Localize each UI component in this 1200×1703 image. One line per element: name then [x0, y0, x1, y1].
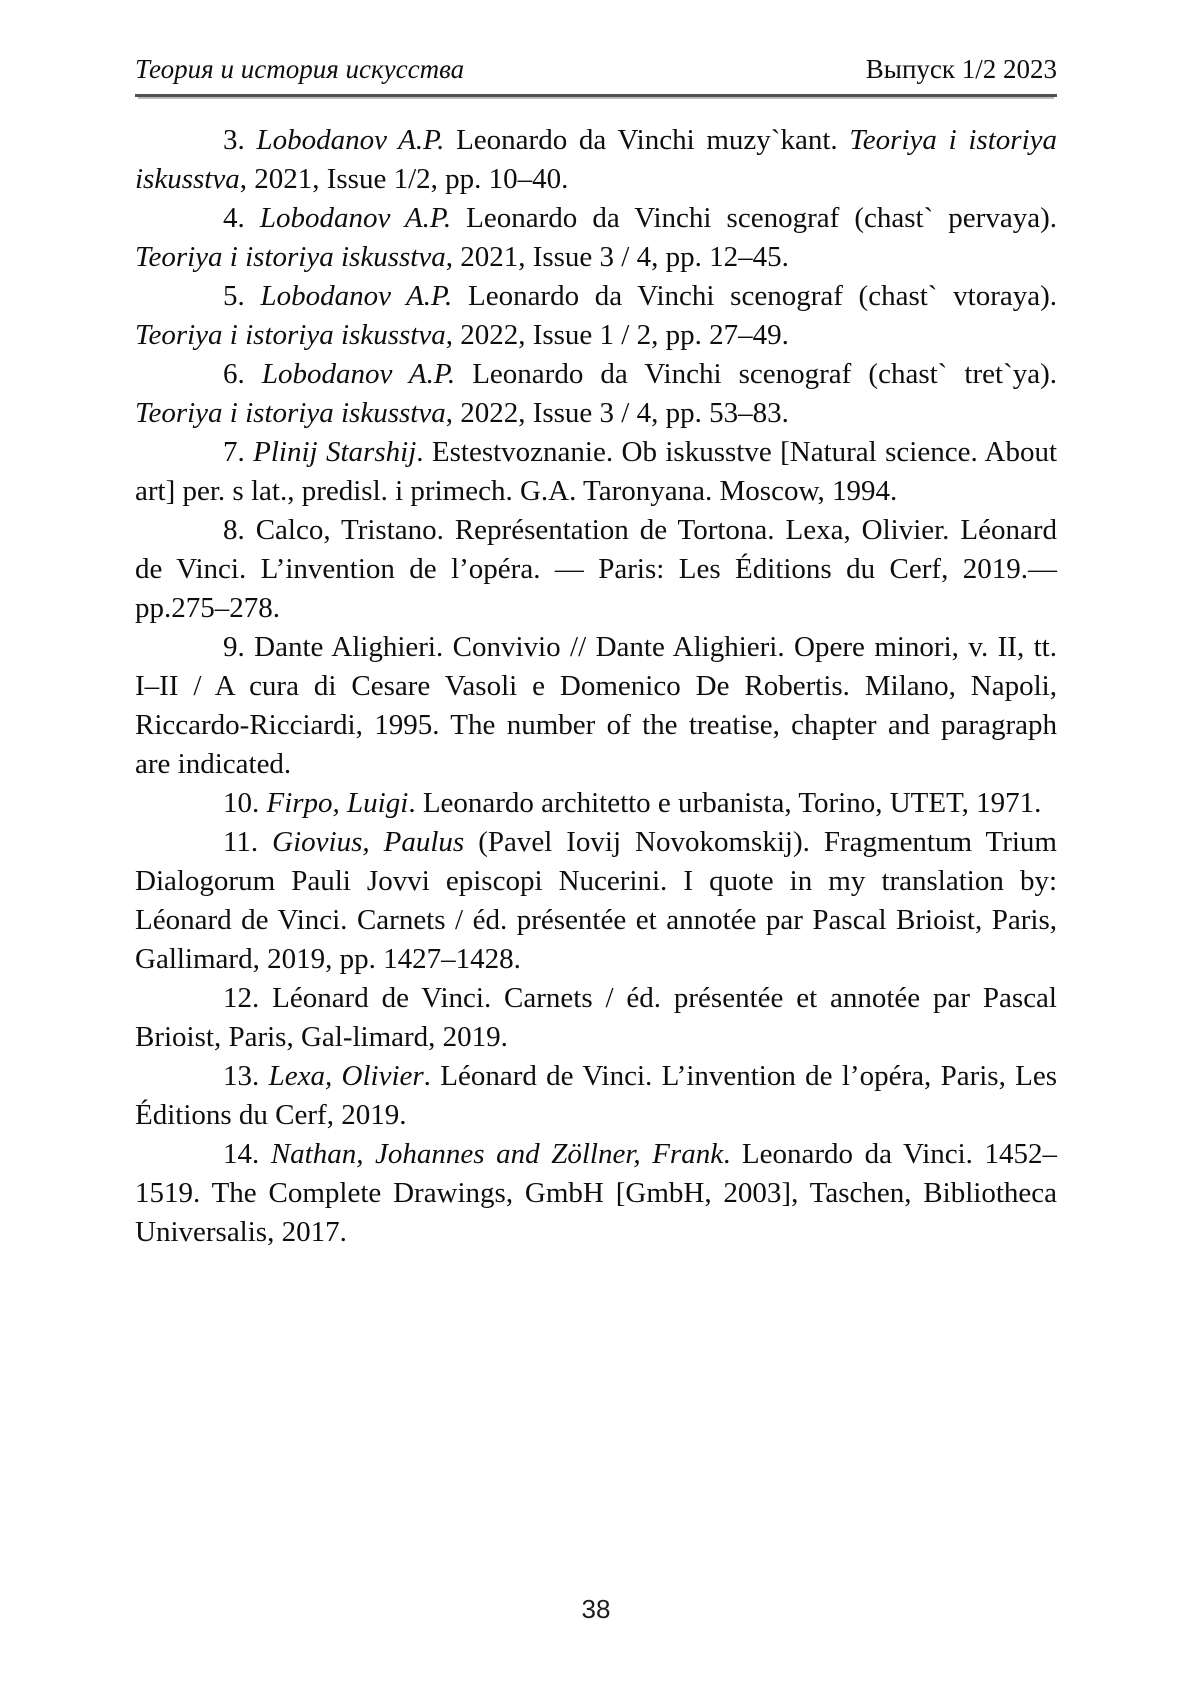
- reference-text: 12. Léonard de Vinci. Carnets / éd. présentée et annotée par Pascal Brioist, Paris, Gal-limard, 2019.: [135, 982, 1057, 1053]
- reference-item: [135, 199, 1057, 277]
- reference-author-or-journal: Lobodanov A.P.: [260, 280, 453, 312]
- references-list: [135, 121, 1057, 1252]
- reference-text: 6.: [223, 358, 262, 390]
- reference-author-or-journal: Teoriya i istoriya iskusstva: [135, 397, 446, 429]
- reference-text: 5.: [223, 280, 261, 312]
- reference-item: [135, 511, 1057, 628]
- reference-author-or-journal: Lobodanov A.P.: [256, 124, 445, 156]
- reference-author-or-journal: Teoriya i istoriya iskusstva: [135, 241, 446, 273]
- reference-text: Leonardo da Vinchi muzy`kant.: [444, 124, 850, 156]
- reference-text: , 2022, Issue 1 / 2, pp. 27–49.: [445, 319, 789, 351]
- page-header: [135, 54, 1057, 97]
- reference-item: [135, 277, 1057, 355]
- reference-text: . Leonardo da Vinci. 1452–1519. The Complete Drawings, GmbH [GmbH, 2003], Taschen, Bibliotheca Universalis, 2017.: [135, 1138, 1057, 1248]
- reference-item: [135, 784, 1057, 823]
- reference-author-or-journal: Plinij Starshij: [253, 436, 417, 468]
- reference-author-or-journal: Nathan, Johannes and Zöllner, Frank: [270, 1138, 724, 1170]
- journal-title: Теория и история искусства: [135, 54, 465, 84]
- reference-text: 11.: [223, 826, 273, 858]
- reference-item: [135, 628, 1057, 784]
- reference-text: (Pavel Iovij Novokomskij). Fragmentum Trium Dialogorum Pauli Jovvi episcopi Nucerini. I quote in my translation by: Léonard de Vinci. Carnets / éd. présentée et annotée par Pascal Brioist, Paris, Gallimard, 2019, pp. 1427–1428.: [135, 826, 1057, 975]
- reference-author-or-journal: Lobodanov A.P.: [261, 358, 456, 390]
- reference-text: . Estestvoznanie. Ob iskusstve [Natural science. About art] per. s lat., predisl. i primech. G.A. Taronyana. Moscow, 1994.: [135, 436, 1057, 507]
- reference-item: [135, 979, 1057, 1057]
- reference-author-or-journal: Giovius, Paulus: [272, 826, 465, 858]
- reference-text: Leonardo da Vinchi scenograf (chast` pervaya).: [451, 202, 1057, 234]
- reference-text: Leonardo da Vinchi scenograf (chast` tret`ya).: [455, 358, 1058, 390]
- page-footer: [135, 1594, 1057, 1625]
- reference-text: 10.: [223, 787, 267, 819]
- reference-item: [135, 121, 1057, 199]
- reference-text: . Leonardo architetto e urbanista, Torino, UTET, 1971.: [408, 787, 1042, 819]
- reference-author-or-journal: Lexa, Olivier: [268, 1060, 424, 1092]
- reference-item: [135, 433, 1057, 511]
- reference-text: 4.: [223, 202, 260, 234]
- reference-author-or-journal: Teoriya i istoriya iskusstva: [135, 124, 1057, 195]
- reference-item: [135, 1135, 1057, 1252]
- reference-author-or-journal: Teoriya i istoriya iskusstva: [135, 319, 446, 351]
- reference-text: Leonardo da Vinchi scenograf (chast` vtoraya).: [452, 280, 1058, 312]
- reference-text: 8. Calco, Tristano. Représentation de Tortona. Lexa, Olivier. Léonard de Vinci. L’invention de l’opéra. — Paris: Les Éditions du Cerf, 2019.— pp.275–278.: [135, 514, 1057, 624]
- reference-text: . Léonard de Vinci. L’invention de l’opéra, Paris, Les Éditions du Cerf, 2019.: [135, 1060, 1058, 1131]
- reference-item: [135, 823, 1057, 979]
- issue-label: Выпуск 1/2 2023: [865, 54, 1057, 84]
- reference-text: , 2022, Issue 3 / 4, pp. 53–83.: [445, 397, 789, 429]
- reference-author-or-journal: Lobodanov A.P.: [259, 202, 452, 234]
- reference-text: 7.: [223, 436, 254, 468]
- reference-text: 13.: [223, 1060, 269, 1092]
- reference-item: [135, 1057, 1057, 1135]
- reference-author-or-journal: Firpo, Luigi: [266, 787, 409, 819]
- reference-text: , 2021, Issue 1/2, pp. 10–40.: [239, 163, 569, 195]
- reference-text: 14.: [223, 1138, 271, 1170]
- reference-text: 3.: [223, 124, 257, 156]
- reference-text: 9. Dante Alighieri. Convivio // Dante Alighieri. Opere minori, v. II, tt. I–II / A cura di Cesare Vasoli e Domenico De Robertis. Milano, Napoli, Riccardo-Ricciardi, 1995. The number of the treatise, chapter and paragraph are indicated.: [135, 631, 1057, 780]
- page-number: 38: [581, 1594, 611, 1624]
- reference-item: [135, 355, 1057, 433]
- reference-text: , 2021, Issue 3 / 4, pp. 12–45.: [445, 241, 789, 273]
